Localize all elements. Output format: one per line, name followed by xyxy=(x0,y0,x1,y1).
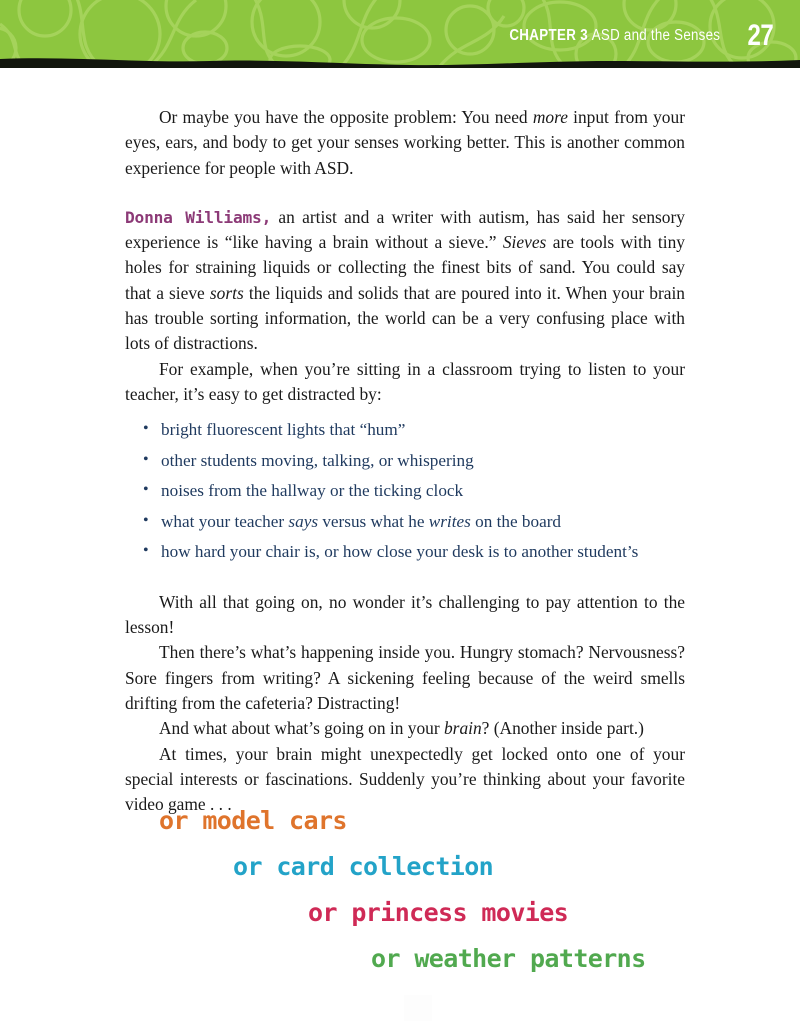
paragraph-2-text-a: an artist and a writer with autism, has said her sensory experience is “like having a brain without a sieve.” xyxy=(125,206,685,253)
paragraph-2-emphasis-sorts: sorts xyxy=(209,282,244,303)
distraction-bullet-list xyxy=(125,417,685,566)
page-header-banner xyxy=(0,0,800,68)
special-interests-list xyxy=(125,798,685,982)
paragraph-6-emphasis-brain: brain xyxy=(443,718,482,739)
list-item-text-a: bright fluorescent lights that “hum” xyxy=(161,420,406,440)
list-item-text-a: other students moving, talking, or whispering xyxy=(161,450,474,470)
paragraph-1-emphasis-more: more xyxy=(532,107,568,127)
paragraph-pay-attention: With all that going on, no wonder it’s challenging to pay attention to the lesson! xyxy=(125,591,685,638)
paragraph-opposite-problem xyxy=(125,105,685,181)
list-item-emphasis-says: says xyxy=(288,511,319,531)
chapter-name: ASD and the Senses xyxy=(591,27,720,44)
list-item-text-c: on the board xyxy=(470,511,562,531)
list-item xyxy=(125,509,685,536)
paragraph-6-text-b: ? (Another inside part.) xyxy=(481,718,644,739)
interest-line-weather-patterns: or weather patterns xyxy=(371,944,646,973)
list-item xyxy=(125,417,685,444)
page-number: 27 xyxy=(747,19,773,52)
page-body-content xyxy=(125,105,685,817)
paragraph-1-text-a: Or maybe you have the opposite problem: You need xyxy=(159,107,533,127)
paragraph-2-text-c: the liquids and solids that are poured into it. When your brain has trouble sorting information, the world can be a very confusing place with lots of distractions. xyxy=(125,282,685,354)
list-item xyxy=(125,478,685,505)
list-item xyxy=(125,539,685,566)
paragraph-classroom-example: For example, when you’re sitting in a classroom trying to listen to your teacher, it’s easy to get distracted by: xyxy=(125,358,685,404)
list-item xyxy=(125,448,685,475)
paragraph-your-brain xyxy=(125,716,685,741)
page-scan-artifact xyxy=(404,995,432,1021)
paragraph-inside-you: Then there’s what’s happening inside you. Hungry stomach? Nervousness? Sore fingers from writing? A sickening feeling because of the weird smells drifting from the cafeteria? Distracting! xyxy=(125,642,685,713)
chapter-label: CHAPTER 3 xyxy=(509,27,588,44)
paragraph-1-text-b: input from your eyes, ears, and body to get your senses working better. This is another common experience for people with ASD. xyxy=(125,107,685,178)
person-name-donna-williams: Donna Williams, xyxy=(125,207,272,227)
list-item-text-b: versus what he xyxy=(318,511,429,531)
list-item-text-a: what your teacher xyxy=(161,511,289,531)
interest-line-princess-movies: or princess movies xyxy=(308,898,569,927)
interest-line-model-cars: or model cars xyxy=(159,806,347,835)
interest-line-card-collection: or card collection xyxy=(233,852,494,881)
list-item-emphasis-writes: writes xyxy=(428,511,471,531)
chapter-header-title xyxy=(509,28,720,44)
paragraph-6-text-a: And what about what’s going on in your xyxy=(159,718,444,739)
list-item-text-a: how hard your chair is, or how close your desk is to another student’s xyxy=(161,542,639,562)
paragraph-special-interests: At times, your brain might unexpectedly get locked onto one of your special interests or fascinations. Suddenly you’re thinking about your favorite video game . . . xyxy=(125,743,685,815)
banner-bottom-wave-rule xyxy=(0,52,800,68)
paragraph-donna-williams xyxy=(125,205,685,357)
paragraph-2-emphasis-sieves: Sieves xyxy=(502,232,547,253)
paragraph-2-text-b: are tools with tiny holes for straining liquids or collecting the finest bits of sand. You could say that a sieve xyxy=(125,232,685,303)
list-item-text-a: noises from the hallway or the ticking clock xyxy=(161,481,464,501)
